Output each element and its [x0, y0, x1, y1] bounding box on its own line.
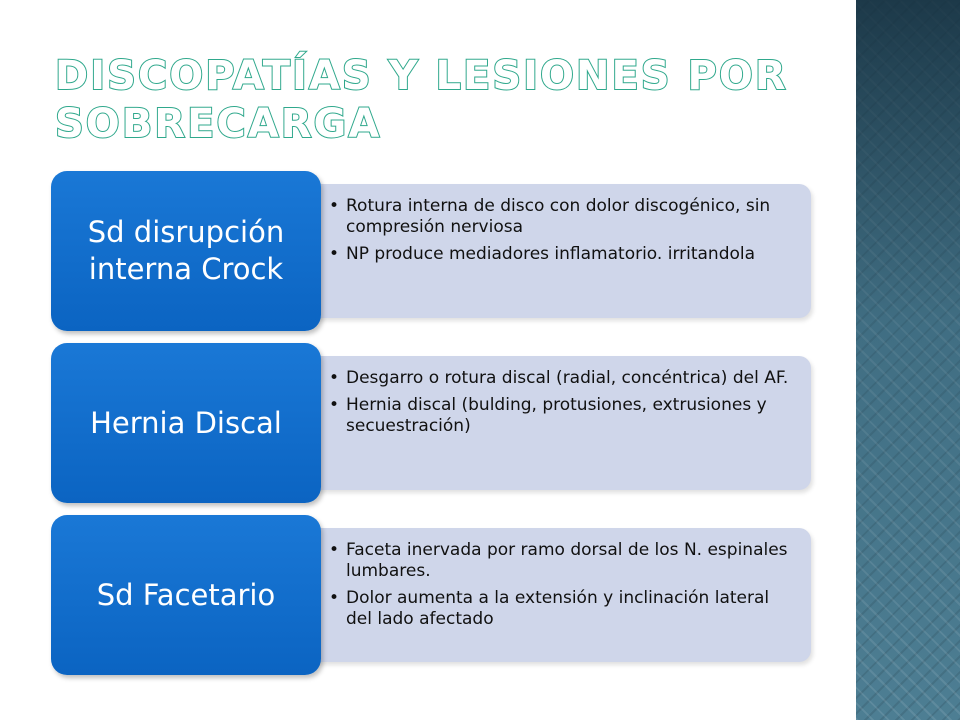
- category-label-box: [51, 171, 321, 331]
- bullet-dot: •: [329, 196, 340, 216]
- bullet-item: [329, 244, 797, 265]
- bullet-list: [329, 196, 797, 271]
- bullet-dot: •: [329, 395, 340, 415]
- bullet-dot: •: [329, 244, 340, 264]
- row-sd-facetario: [51, 515, 811, 675]
- category-label-box: [51, 515, 321, 675]
- bullet-text: Hernia discal (bulding, protusiones, extrusiones y secuestración): [346, 395, 767, 436]
- bullet-panel: [291, 184, 811, 318]
- bullet-item: [329, 588, 797, 630]
- category-label-box: [51, 343, 321, 503]
- bullet-item: [329, 196, 797, 238]
- bullet-dot: •: [329, 540, 340, 560]
- bullet-text: Rotura interna de disco con dolor discogénico, sin compresión nerviosa: [346, 196, 771, 237]
- category-label: Sd disrupción interna Crock: [87, 215, 285, 286]
- bullet-dot: •: [329, 368, 340, 388]
- title-area: [55, 52, 835, 148]
- bullet-dot: •: [329, 588, 340, 608]
- row-sd-disrupcion: [51, 171, 811, 331]
- bullet-item: [329, 395, 797, 437]
- category-label: Sd Facetario: [96, 577, 276, 612]
- category-label: Hernia Discal: [90, 405, 282, 440]
- bullet-list: [329, 368, 797, 443]
- bullet-item: [329, 368, 797, 389]
- slide-title: DISCOPATÍAS Y LESIONES POR SOBRECARGA: [55, 53, 788, 147]
- bullet-panel: [291, 528, 811, 662]
- bullet-text: Dolor aumenta a la extensión y inclinación lateral del lado afectado: [346, 588, 770, 629]
- bullet-panel: [291, 356, 811, 490]
- bullet-text: NP produce mediadores inflamatorio. irritandola: [346, 244, 756, 264]
- bullet-text: Faceta inervada por ramo dorsal de los N. espinales lumbares.: [346, 540, 788, 581]
- bullet-item: [329, 540, 797, 582]
- bullet-text: Desgarro o rotura discal (radial, concéntrica) del AF.: [346, 368, 789, 388]
- bullet-list: [329, 540, 797, 636]
- row-hernia-discal: [51, 343, 811, 503]
- side-decoration-strip: [856, 0, 960, 720]
